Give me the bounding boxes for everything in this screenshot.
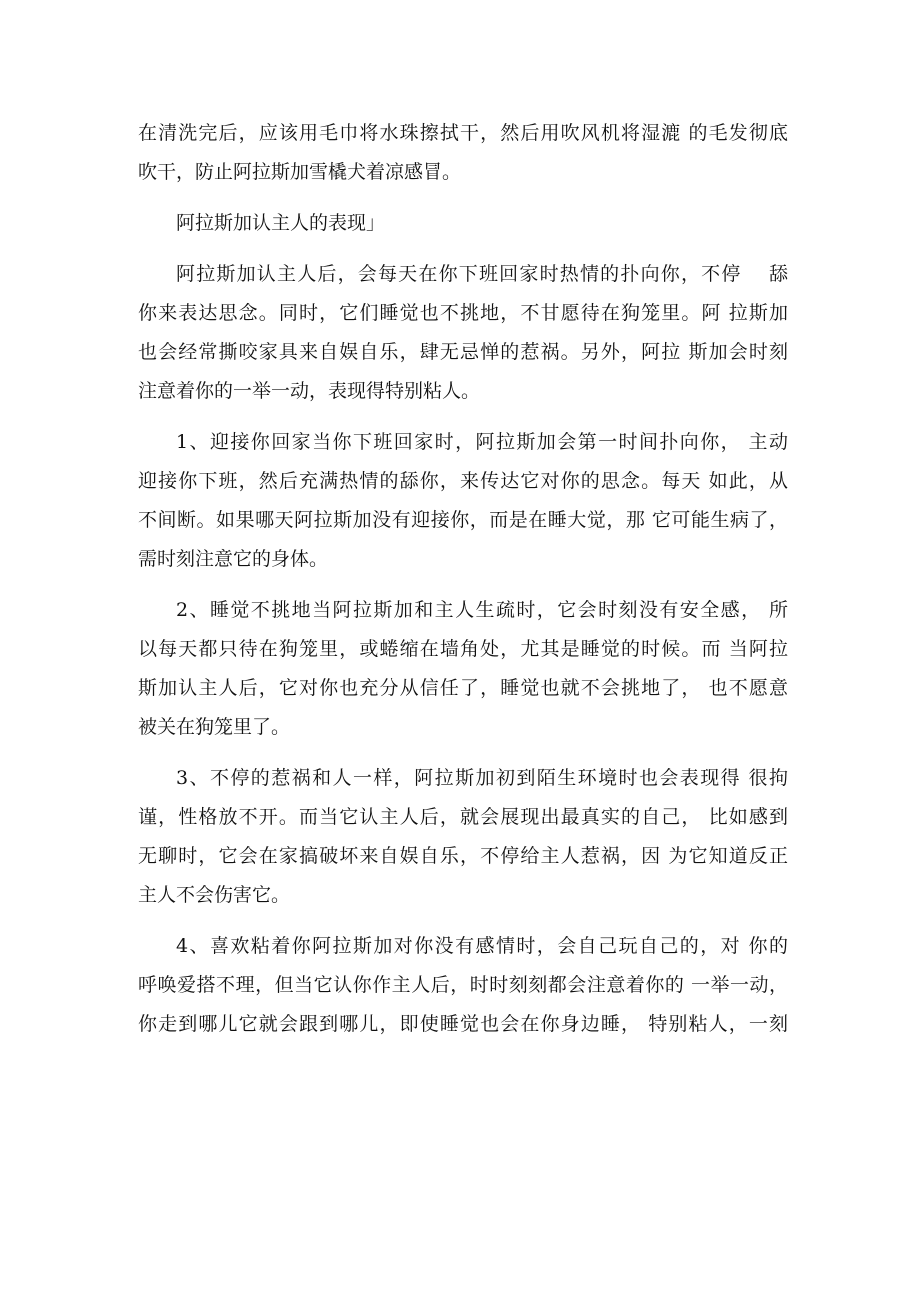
text-line: 斯加认主人后，它对你也充分从信任了，睡觉也就不会挑地了， 也不愿意	[138, 677, 788, 699]
section-heading	[138, 204, 788, 243]
text-line: 2、睡觉不挑地当阿拉斯加和主人生疏时，它会时刻没有安全感， 所	[176, 599, 788, 621]
text-line: 以每天都只待在狗笼里，或蜷缩在墙角处，尤其是睡觉的时候。而 当阿拉	[138, 638, 788, 660]
text-line: 呼唤爱搭不理，但当它认你作主人后，时时刻刻都会注意着你的 一举一动，	[138, 974, 788, 996]
text-line: 不间断。如果哪天阿拉斯加没有迎接你，而是在睡大觉，那 它可能生病了，	[138, 509, 788, 531]
text-line: 3、不停的惹祸和人一样，阿拉斯加初到陌生环境时也会表现得 很拘	[176, 767, 788, 789]
document-body	[138, 114, 788, 1044]
text-line: 被关在狗笼里了。	[138, 716, 291, 738]
text-line: 也会经常撕咬家具来自娱自乐，肆无忌惮的惹祸。另外，阿拉 斯加会时刻	[138, 341, 788, 363]
text-line: 你来表达思念。同时，它们睡觉也不挑地，不甘愿待在狗笼里。阿 拉斯加	[138, 302, 788, 324]
text-line: 迎接你下班，然后充满热情的舔你，来传达它对你的思念。每天 如此，从	[138, 470, 788, 492]
text-line: 阿拉斯加认主人后，会每天在你下班回家时热情的扑向你，不停 舔	[176, 263, 788, 285]
paragraph-point-1	[138, 423, 788, 579]
paragraph-point-4	[138, 927, 788, 1044]
text-line: 主人不会伤害它。	[138, 884, 291, 906]
text-line: 谨，性格放不开。而当它认主人后，就会展现出最真实的自己， 比如感到	[138, 806, 788, 828]
text-line: 1、迎接你回家当你下班回家时，阿拉斯加会第一时间扑向你， 主动	[176, 431, 788, 453]
paragraph-point-3	[138, 759, 788, 915]
text-line: 你走到哪儿它就会跟到哪儿，即使睡觉也会在你身边睡， 特别粘人，一刻	[138, 1013, 788, 1035]
text-line: 在清洗完后，应该用毛巾将水珠擦拭干，然后用吹风机将湿漉 的毛发彻底	[138, 122, 788, 144]
text-line: 无聊时，它会在家搞破坏来自娱自乐，不停给主人惹祸，因 为它知道反正	[138, 845, 788, 867]
text-line: 阿拉斯加认主人的表现」	[176, 212, 386, 234]
text-line: 注意着你的一举一动，表现得特别粘人。	[138, 380, 481, 402]
paragraph-point-2	[138, 591, 788, 747]
paragraph-intro	[138, 255, 788, 411]
text-line: 吹干，防止阿拉斯加雪橇犬着凉感冒。	[138, 161, 462, 183]
text-line: 需时刻注意它的身体。	[138, 548, 329, 570]
text-line: 4、喜欢粘着你阿拉斯加对你没有感情时，会自己玩自己的，对 你的	[176, 935, 788, 957]
paragraph-bath-drying	[138, 114, 788, 192]
